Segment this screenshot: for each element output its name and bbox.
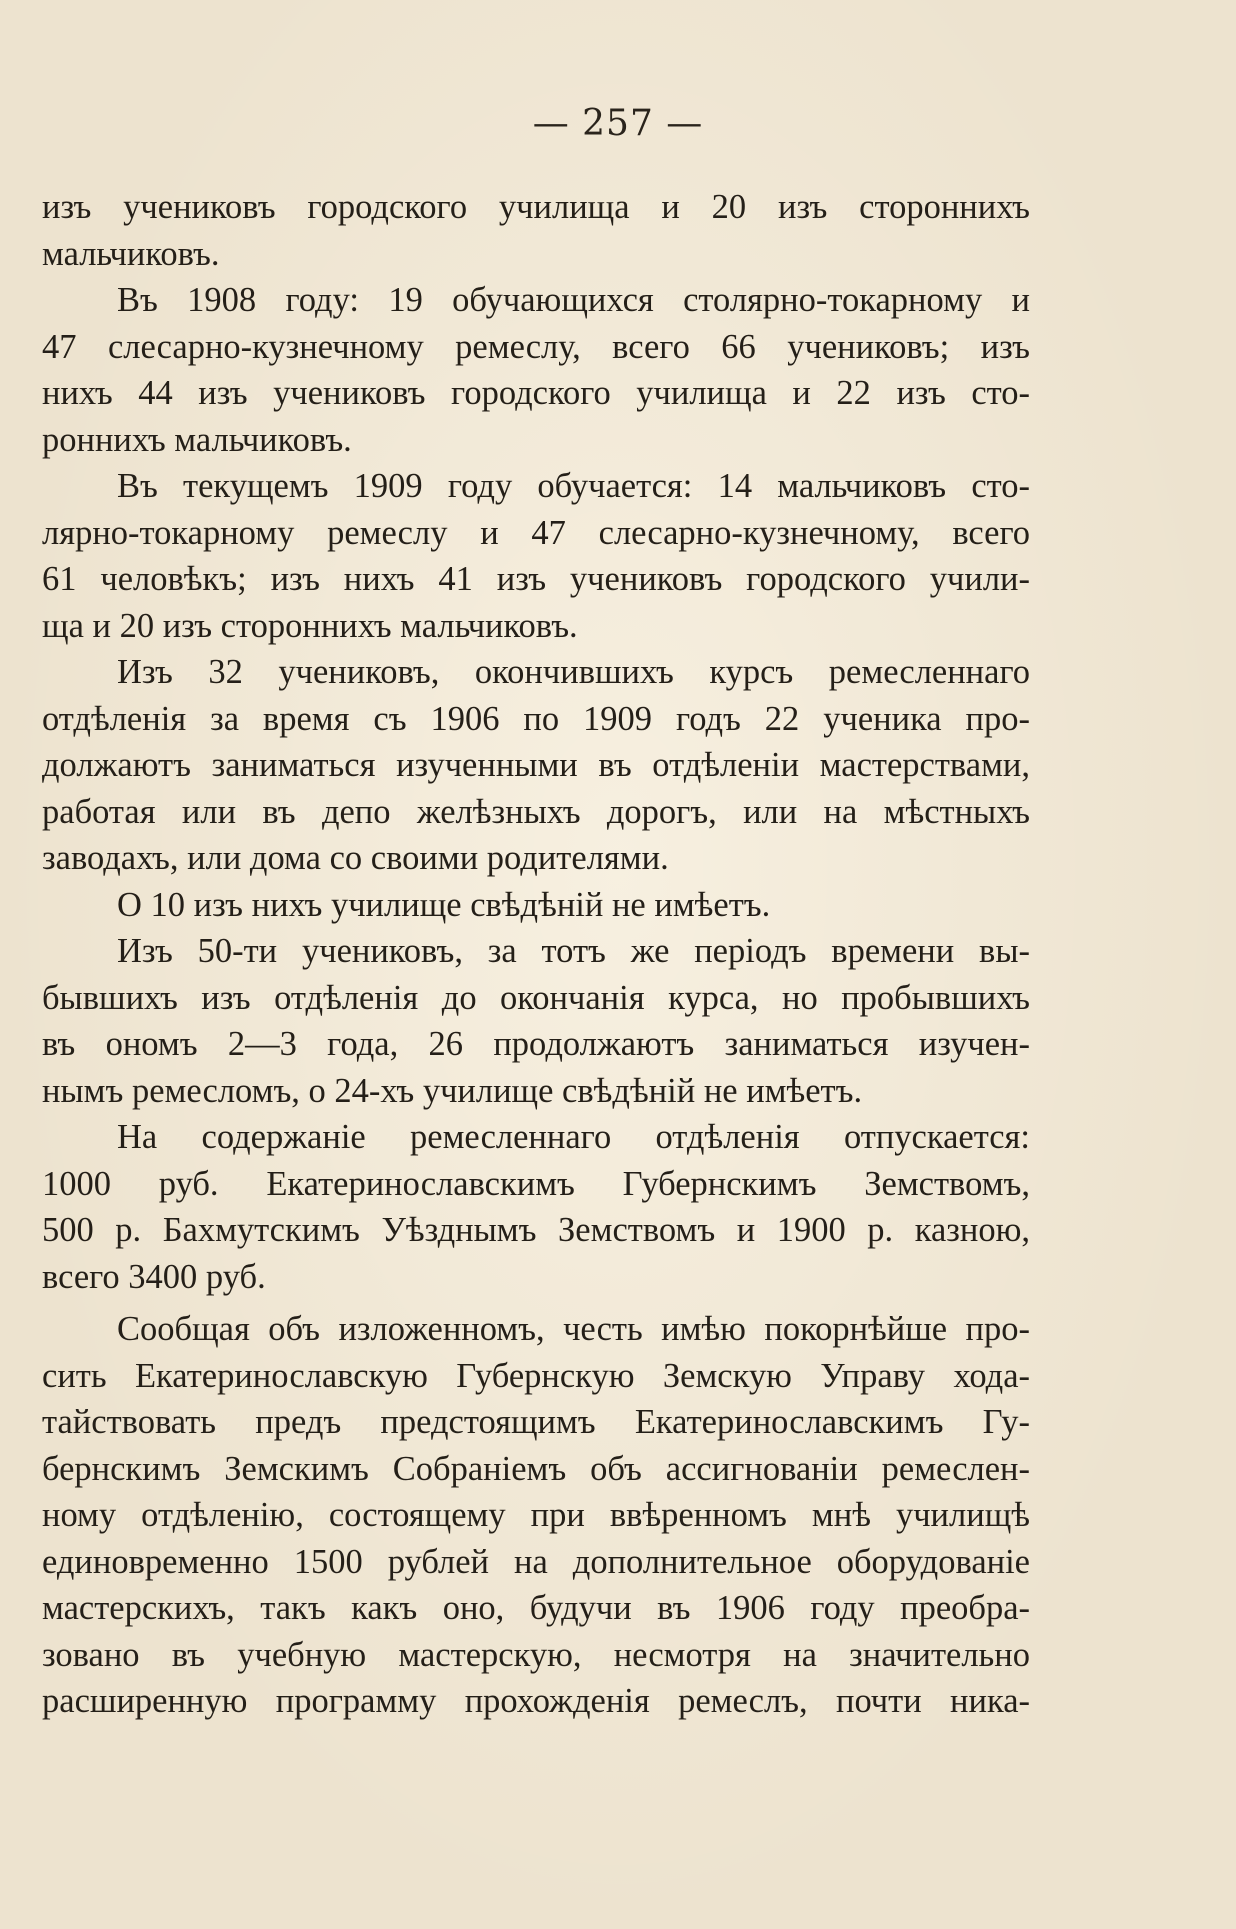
text-line: мальчиковъ. <box>42 234 220 273</box>
page-number: — 257 — <box>532 103 704 144</box>
text-line: должаютъ заниматься изученными въ отдѣленіи мастерствами, <box>42 746 1030 784</box>
text-line: тайствовать предъ предстоящимъ Екатеринославскимъ Гу- <box>42 1403 1030 1441</box>
text-line: 1000 руб. Екатеринославскимъ Губернскимъ Земствомъ, <box>42 1164 1030 1203</box>
text-line: работая или въ депо желѣзныхъ дорогъ, или на мѣстныхъ <box>42 792 1030 831</box>
text-line: Въ 1908 году: 19 обучающихся столярно-токарному и <box>117 281 1030 319</box>
text-line: заводахъ, или дома со своими родителями. <box>42 839 669 877</box>
body-text <box>42 184 1030 1725</box>
text-line: единовременно 1500 рублей на дополнительное оборудованіе <box>42 1542 1030 1581</box>
text-line: Въ текущемъ 1909 году обучается: 14 мальчиковъ сто- <box>117 467 1030 505</box>
text-line: нымъ ремесломъ, о 24-хъ училище свѣдѣній не имѣетъ. <box>42 1071 863 1110</box>
text-line: 47 слесарно-кузнечному ремеслу, всего 66 учениковъ; изъ <box>42 327 1030 366</box>
text-line: О 10 изъ нихъ училище свѣдѣній не имѣетъ. <box>117 885 771 924</box>
text-line: бернскимъ Земскимъ Собраніемъ объ ассигнованіи ремеслен- <box>42 1449 1030 1488</box>
text-line: нихъ 44 изъ учениковъ городского училища и 22 изъ сто- <box>42 374 1030 412</box>
text-line: 500 р. Бахмутскимъ Уѣзднымъ Земствомъ и 1900 р. казною, <box>42 1211 1030 1249</box>
text-line: расширенную программу прохожденія ремеслъ, почти ника- <box>42 1682 1030 1720</box>
text-line: изъ учениковъ городского училища и 20 изъ стороннихъ <box>42 188 1030 226</box>
text-line: 61 человѣкъ; изъ нихъ 41 изъ учениковъ городского учили- <box>42 560 1030 598</box>
text-line: въ ономъ 2—3 года, 26 продолжаютъ заниматься изучен- <box>42 1025 1030 1063</box>
text-line: мастерскихъ, такъ какъ оно, будучи въ 1906 году преобра- <box>42 1589 1030 1627</box>
text-line: сить Екатеринославскую Губернскую Земскую Управу хода- <box>42 1356 1030 1395</box>
text-line: бывшихъ изъ отдѣленія до окончанія курса, но пробывшихъ <box>42 978 1030 1017</box>
text-line: лярно-токарному ремеслу и 47 слесарно-кузнечному, всего <box>42 513 1030 552</box>
text-line: Сообщая объ изложенномъ, честь имѣю покорнѣйше про- <box>117 1310 1030 1348</box>
text-line: Изъ 50-ти учениковъ, за тотъ же періодъ времени вы- <box>117 932 1030 970</box>
text-line: Изъ 32 учениковъ, окончившихъ курсъ ремесленнаго <box>117 653 1030 691</box>
text-line: зовано въ учебную мастерскую, несмотря на значительно <box>42 1635 1030 1674</box>
text-line: ному отдѣленію, состоящему при ввѣренномъ мнѣ училищѣ <box>42 1496 1030 1534</box>
text-line: На содержаніе ремесленнаго отдѣленія отпускается: <box>117 1118 1030 1156</box>
text-line: ща и 20 изъ стороннихъ мальчиковъ. <box>42 606 578 645</box>
text-line: отдѣленія за время съ 1906 по 1909 годъ 22 ученика про- <box>42 699 1030 738</box>
text-line: всего 3400 руб. <box>42 1257 266 1296</box>
text-line: роннихъ мальчиковъ. <box>42 420 352 459</box>
